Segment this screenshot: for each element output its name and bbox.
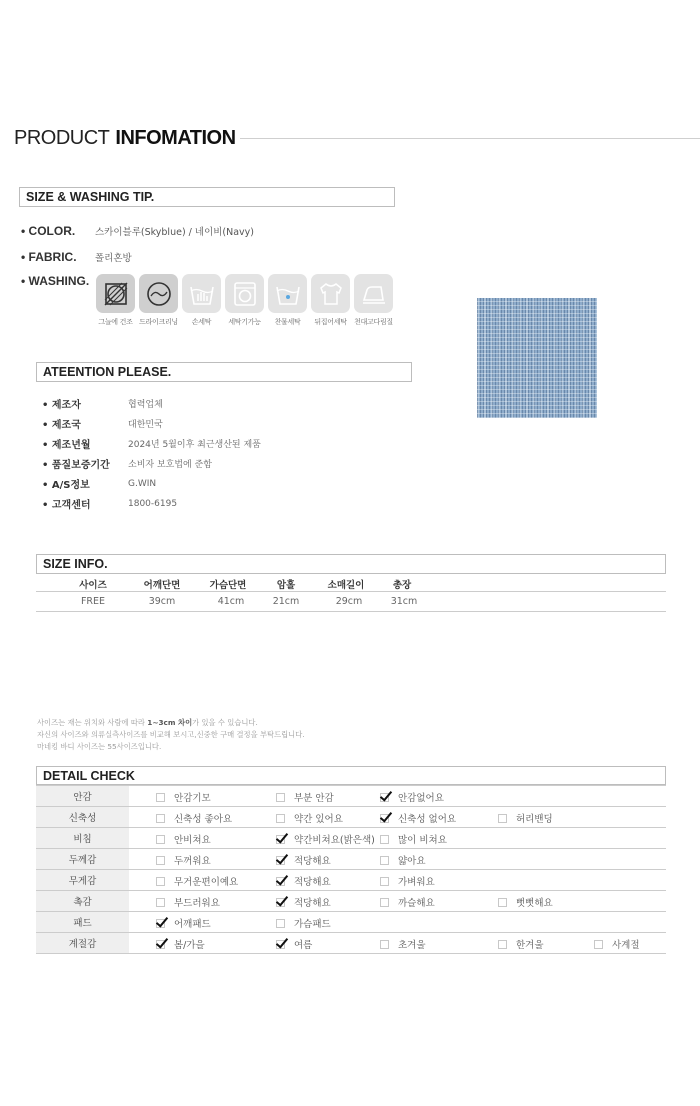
size-col-header: 총장 — [392, 580, 412, 591]
wash-label: 천대고다림질 — [354, 318, 393, 326]
note-line: 마네킹 바디 사이즈는 55사이즈입니다. — [37, 742, 162, 751]
attention-label: • 품질보증기간 — [42, 460, 110, 471]
checkbox-checked[interactable] — [276, 877, 285, 886]
detail-option-label: 한겨울 — [516, 940, 544, 951]
attention-row — [42, 416, 163, 431]
wash-item — [139, 274, 178, 327]
attention-value: 2024년 5월이후 최근생산된 제품 — [128, 440, 261, 450]
checkbox-checked[interactable] — [276, 835, 285, 844]
size-col-header: 암홀 — [276, 580, 296, 591]
attention-heading: ATEENTION PLEASE. — [36, 362, 412, 382]
checkbox[interactable] — [380, 835, 389, 844]
detail-option-label: 사계절 — [612, 940, 640, 951]
detail-option[interactable] — [380, 790, 444, 804]
detail-option-label: 뻣뻣해요 — [516, 898, 553, 909]
detail-row — [36, 912, 666, 933]
wash-label: 손세탁 — [191, 318, 212, 326]
detail-option-label: 신축성 없어요 — [398, 814, 457, 825]
checkbox[interactable] — [498, 814, 507, 823]
attention-value: 협력업체 — [128, 400, 163, 410]
detail-option[interactable] — [276, 811, 343, 825]
attention-row — [42, 436, 261, 451]
note-text: 가 있을 수 있습니다. — [192, 718, 258, 727]
note-emphasis: 1~3cm 차이 — [147, 718, 193, 727]
wash-item — [311, 274, 350, 327]
attention-value: G.WIN — [128, 478, 157, 489]
detail-option-label: 얇아요 — [398, 856, 426, 867]
washing-icons — [96, 274, 393, 327]
detail-option-label: 두꺼워요 — [174, 856, 211, 867]
color-row — [21, 224, 254, 238]
checkbox-checked[interactable] — [156, 919, 165, 928]
attention-row — [42, 476, 156, 491]
wash-label: 세탁기가능 — [228, 318, 261, 326]
checkbox-checked[interactable] — [276, 856, 285, 865]
wash-label: 찬물세탁 — [274, 318, 301, 326]
shade-dry-icon — [96, 274, 135, 313]
detail-option-label: 부드러워요 — [174, 898, 220, 909]
detail-option-label: 적당해요 — [294, 856, 331, 867]
detail-option[interactable] — [276, 895, 331, 909]
detail-row — [36, 933, 666, 954]
detail-option[interactable] — [276, 853, 331, 867]
size-cell: FREE — [80, 596, 106, 607]
detail-option-label: 까슬해요 — [398, 898, 435, 909]
title-light: PRODUCT — [14, 126, 110, 149]
checkbox[interactable] — [380, 940, 389, 949]
size-cell: 21cm — [272, 596, 300, 607]
attention-label: • 제조자 — [42, 400, 81, 411]
size-washing-heading: SIZE & WASHING TIP. — [19, 187, 395, 207]
detail-option-label: 가벼워요 — [398, 877, 435, 888]
note-line — [37, 717, 305, 729]
detail-option[interactable] — [156, 916, 211, 930]
checkbox[interactable] — [276, 814, 285, 823]
detail-option-label: 가슴패드 — [294, 919, 331, 930]
detail-option-label: 약간 있어요 — [294, 814, 343, 825]
checkbox[interactable] — [156, 856, 165, 865]
detail-category: 계절감 — [36, 933, 129, 953]
product-info-title — [14, 126, 700, 150]
detail-row — [36, 870, 666, 891]
detail-option[interactable] — [380, 937, 426, 951]
detail-option-label: 봄/가을 — [174, 940, 205, 951]
detail-option-label: 약간비쳐요(밝은색) — [294, 835, 375, 846]
fabric-label: • FABRIC. — [21, 250, 77, 264]
attention-row — [42, 396, 163, 411]
detail-option[interactable] — [156, 937, 205, 951]
detail-option[interactable] — [276, 937, 312, 951]
size-col-header: 가슴단면 — [209, 580, 247, 591]
detail-category: 촉감 — [36, 891, 129, 911]
wash-item — [182, 274, 221, 327]
table-row — [36, 592, 666, 612]
detail-option-label: 적당해요 — [294, 898, 331, 909]
detail-option-label: 많이 비쳐요 — [398, 835, 447, 846]
checkbox[interactable] — [156, 793, 165, 802]
detail-option[interactable] — [276, 790, 334, 804]
checkbox[interactable] — [156, 898, 165, 907]
detail-category: 두께감 — [36, 849, 129, 869]
checkbox[interactable] — [380, 877, 389, 886]
detail-option-label: 안감없어요 — [398, 793, 444, 804]
attention-row — [42, 456, 212, 471]
size-cell: 31cm — [390, 596, 418, 607]
size-table — [36, 574, 666, 612]
checkbox[interactable] — [594, 940, 603, 949]
detail-row — [36, 849, 666, 870]
title-bold: INFOMATION — [115, 126, 236, 149]
detail-option[interactable] — [594, 937, 640, 951]
checkbox[interactable] — [498, 898, 507, 907]
wash-item — [225, 274, 264, 327]
attention-row — [42, 496, 177, 511]
size-notes — [37, 717, 305, 753]
checkbox[interactable] — [276, 919, 285, 928]
detail-option-label: 초겨울 — [398, 940, 426, 951]
detail-row — [36, 786, 666, 807]
size-col-header: 사이즈 — [79, 580, 107, 591]
detail-category: 무게감 — [36, 870, 129, 890]
washing-label: • WASHING. — [21, 274, 90, 288]
detail-option[interactable] — [156, 895, 220, 909]
wash-item — [268, 274, 307, 327]
attention-value: 소비자 보호법에 준함 — [128, 460, 212, 470]
size-col-header: 소매길이 — [327, 580, 365, 591]
title-divider — [240, 138, 700, 139]
fabric-swatch — [477, 298, 597, 418]
detail-option-label: 적당해요 — [294, 877, 331, 888]
checkbox-checked[interactable] — [276, 940, 285, 949]
detail-check-heading: DETAIL CHECK — [36, 766, 666, 785]
detail-option-label: 신축성 좋아요 — [174, 814, 233, 825]
detail-row — [36, 807, 666, 828]
detail-row — [36, 828, 666, 849]
detail-option[interactable] — [156, 811, 232, 825]
attention-label: • 고객센터 — [42, 500, 91, 511]
detail-option[interactable] — [156, 853, 211, 867]
detail-option-label: 무거운편이예요 — [174, 877, 239, 888]
detail-option[interactable] — [380, 832, 447, 846]
wash-label: 뒤집어세탁 — [314, 318, 347, 326]
checkbox[interactable] — [156, 814, 165, 823]
checkbox-checked[interactable] — [380, 793, 389, 802]
color-label: • COLOR. — [21, 224, 76, 238]
detail-option[interactable] — [380, 811, 456, 825]
size-cell: 41cm — [217, 596, 245, 607]
checkbox-checked[interactable] — [380, 814, 389, 823]
detail-option[interactable] — [276, 832, 375, 846]
size-cell: 29cm — [335, 596, 363, 607]
fabric-value: 폴리혼방 — [95, 253, 132, 264]
detail-option[interactable] — [380, 853, 426, 867]
note-text: 사이즈는 재는 위치와 사람에 따라 — [37, 718, 148, 727]
detail-option-label: 안비쳐요 — [174, 835, 211, 846]
checkbox[interactable] — [156, 877, 165, 886]
detail-option-label: 허리밴딩 — [516, 814, 553, 825]
detail-option[interactable] — [156, 874, 238, 888]
wash-label: 드라이크리닝 — [139, 318, 178, 326]
checkbox[interactable] — [156, 835, 165, 844]
checkbox[interactable] — [380, 856, 389, 865]
size-header-row — [36, 574, 666, 592]
attention-value: 대한민국 — [128, 420, 163, 430]
inside-out-wash-icon — [311, 274, 350, 313]
detail-option[interactable] — [156, 790, 211, 804]
detail-option-label: 부분 안감 — [294, 793, 334, 804]
checkbox-checked[interactable] — [276, 898, 285, 907]
size-col-header: 어깨단면 — [143, 580, 181, 591]
detail-option[interactable] — [276, 916, 331, 930]
note-line: 자신의 사이즈와 의류실측사이즈를 비교해 보시고,신중한 구매 결정을 부탁드립니다. — [37, 730, 305, 739]
detail-category: 패드 — [36, 912, 129, 932]
color-value: 스카이블루(Skyblue) / 네이비(Navy) — [95, 227, 255, 238]
detail-category: 비침 — [36, 828, 129, 848]
attention-label: • A/S정보 — [42, 480, 90, 491]
wash-item — [96, 274, 135, 327]
dry-clean-icon — [139, 274, 178, 313]
detail-option-label: 안감기모 — [174, 793, 211, 804]
detail-option[interactable] — [380, 895, 435, 909]
washing-row — [21, 274, 95, 288]
attention-label: • 제조국 — [42, 420, 81, 431]
detail-category: 안감 — [36, 786, 129, 806]
attention-label: • 제조년월 — [42, 440, 91, 451]
detail-option[interactable] — [276, 874, 331, 888]
checkbox[interactable] — [380, 898, 389, 907]
size-info-heading: SIZE INFO. — [36, 554, 666, 574]
checkbox[interactable] — [276, 793, 285, 802]
detail-option[interactable] — [498, 937, 544, 951]
washing-machine-icon — [225, 274, 264, 313]
cloth-iron-icon — [354, 274, 393, 313]
detail-option[interactable] — [156, 832, 211, 846]
wash-item — [354, 274, 393, 327]
detail-option-label: 여름 — [294, 940, 313, 951]
cold-wash-icon — [268, 274, 307, 313]
detail-option[interactable] — [380, 874, 435, 888]
detail-check-table — [36, 785, 666, 954]
size-cell: 39cm — [148, 596, 176, 607]
attention-value: 1800-6195 — [128, 498, 178, 509]
checkbox[interactable] — [498, 940, 507, 949]
detail-category: 신축성 — [36, 807, 129, 827]
detail-option[interactable] — [498, 811, 553, 825]
wash-label: 그늘에 건조 — [98, 318, 133, 326]
checkbox-checked[interactable] — [156, 940, 165, 949]
hand-wash-icon — [182, 274, 221, 313]
fabric-row — [21, 250, 132, 264]
detail-option-label: 어깨패드 — [174, 919, 211, 930]
detail-row — [36, 891, 666, 912]
detail-option[interactable] — [498, 895, 553, 909]
